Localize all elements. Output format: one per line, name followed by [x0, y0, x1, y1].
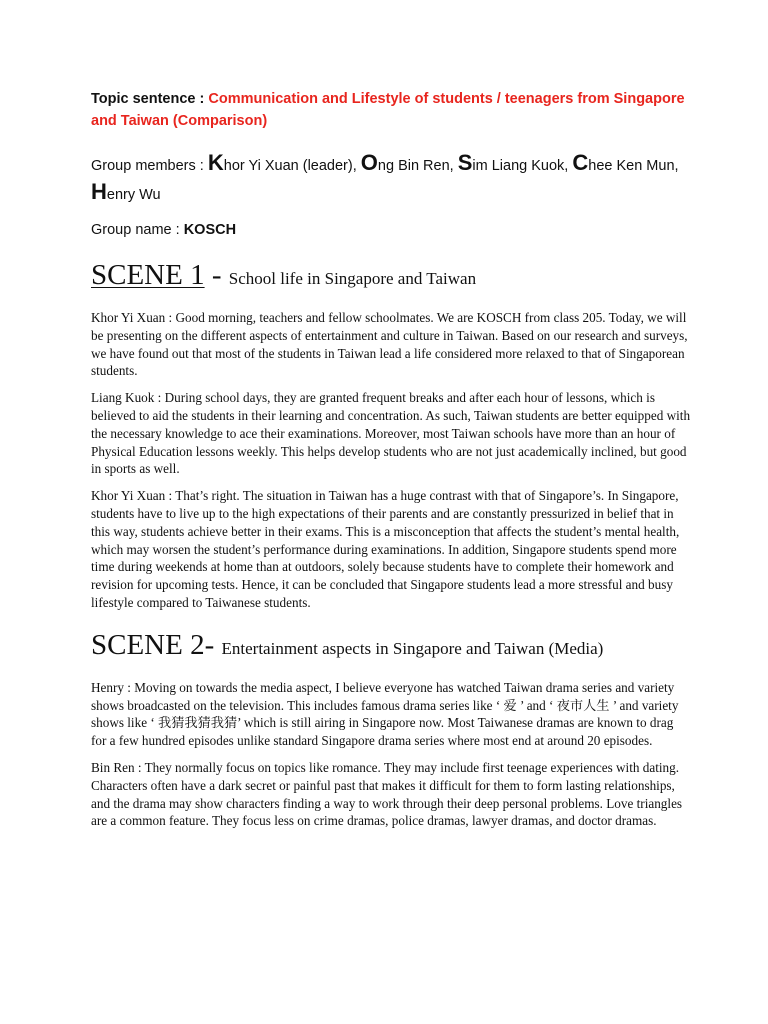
topic-label: Topic sentence : — [91, 91, 205, 107]
scene-1-dash: - — [204, 259, 229, 291]
member-initial: C — [572, 150, 589, 175]
member-initial: O — [360, 150, 378, 175]
topic-sentence — [91, 88, 691, 132]
member-name-rest: im Liang Kuok, — [472, 158, 573, 174]
scene-1-heading — [91, 258, 691, 297]
scene-1-number: SCENE 1 — [91, 259, 205, 291]
members-label: Group members : — [91, 158, 204, 174]
member-name-rest: ng Bin Ren, — [377, 158, 458, 174]
group-name-value: KOSCH — [183, 222, 237, 238]
dialogue-paragraph: Liang Kuok : During school days, they are granted frequent breaks and after each hour of lessons, which is believed to aid the students in their learning and concentration. As such, Taiwan students are better equipped with the necessary knowledge to ace their examinations. Moreover, most Taiwan schools have more than an hour of Physical Education lessons weekly. This helps develop students who are not just academically inclined, but good in sports as well. — [91, 390, 691, 477]
member-name-rest: hee Ken Mun, — [588, 158, 679, 174]
topic-text: Communication and Lifestyle of students / teenagers from Singapore and Taiwan (Comparison) — [91, 91, 685, 129]
member-initial: S — [457, 150, 473, 175]
group-name-label: Group name : — [91, 222, 180, 238]
dialogue-paragraph: Khor Yi Xuan : That’s right. The situation in Taiwan has a huge contrast with that of Singapore’s. In Singapore, students have to live up to the high expectations of their parents and are constantly pressurized in belief that in this way, students achieve better in their exams. This is a misconception that affects the student’s mental health, which may worsen the student’s performance during examinations. In addition, Singapore students spend more time during weekends at home than at outdoors, solely because students have to complete their homework and revision for upcoming tests. Hence, it can be concluded that Singapore students lead a more stressful and busy lifestyle compared to Taiwanese students. — [91, 488, 680, 610]
scene-2-heading — [91, 628, 691, 667]
member-initial: K — [207, 150, 224, 175]
member-initial: H — [91, 179, 107, 204]
scene-1-subtitle: School life in Singapore and Taiwan — [228, 269, 477, 288]
document-page — [91, 88, 691, 830]
dialogue-paragraph: Khor Yi Xuan : Good morning, teachers and fellow schoolmates. We are KOSCH from class 205. Today, we will be presenting on the different aspects of entertainment and culture in Taiwan. Based on our research and surveys, we have found out that most of the students in Taiwan lead a life considered more relaxed to that of Singaporean students. — [91, 310, 688, 379]
group-name — [91, 222, 691, 238]
group-members — [91, 150, 691, 208]
member-name-rest: hor Yi Xuan (leader), — [223, 158, 361, 174]
member-name-rest: enry Wu — [106, 187, 161, 203]
dialogue-paragraph: Bin Ren : They normally focus on topics like romance. They may include first teenage experiences with dating. Characters often have a dark secret or painful past that makes it difficult for them to form lasting relationships, and the drama may show characters finding a way to work through their deep personal problems. Love triangles are a common feature. They focus less on crime dramas, police dramas, lawyer dramas, and doctor dramas. — [91, 759, 683, 829]
dialogue-paragraph: Henry : Moving on towards the media aspect, I believe everyone has watched Taiwan drama series and variety shows broadcasted on the television. This includes famous drama series like ‘ 爱 ’ and ‘ 夜市人生 ’ and variety shows like ‘ 我猜我猜我猜’ which is still airing in Singapore now. Most Taiwanese dramas are known to drag for a few hundred episodes unlike standard Singapore drama series where most end at around 20 episodes. — [91, 679, 679, 749]
scene-2-number: SCENE 2 — [91, 628, 205, 661]
scene-2-subtitle: Entertainment aspects in Singapore and Taiwan (Media) — [221, 638, 604, 658]
scene-2-dash: - — [204, 628, 222, 661]
